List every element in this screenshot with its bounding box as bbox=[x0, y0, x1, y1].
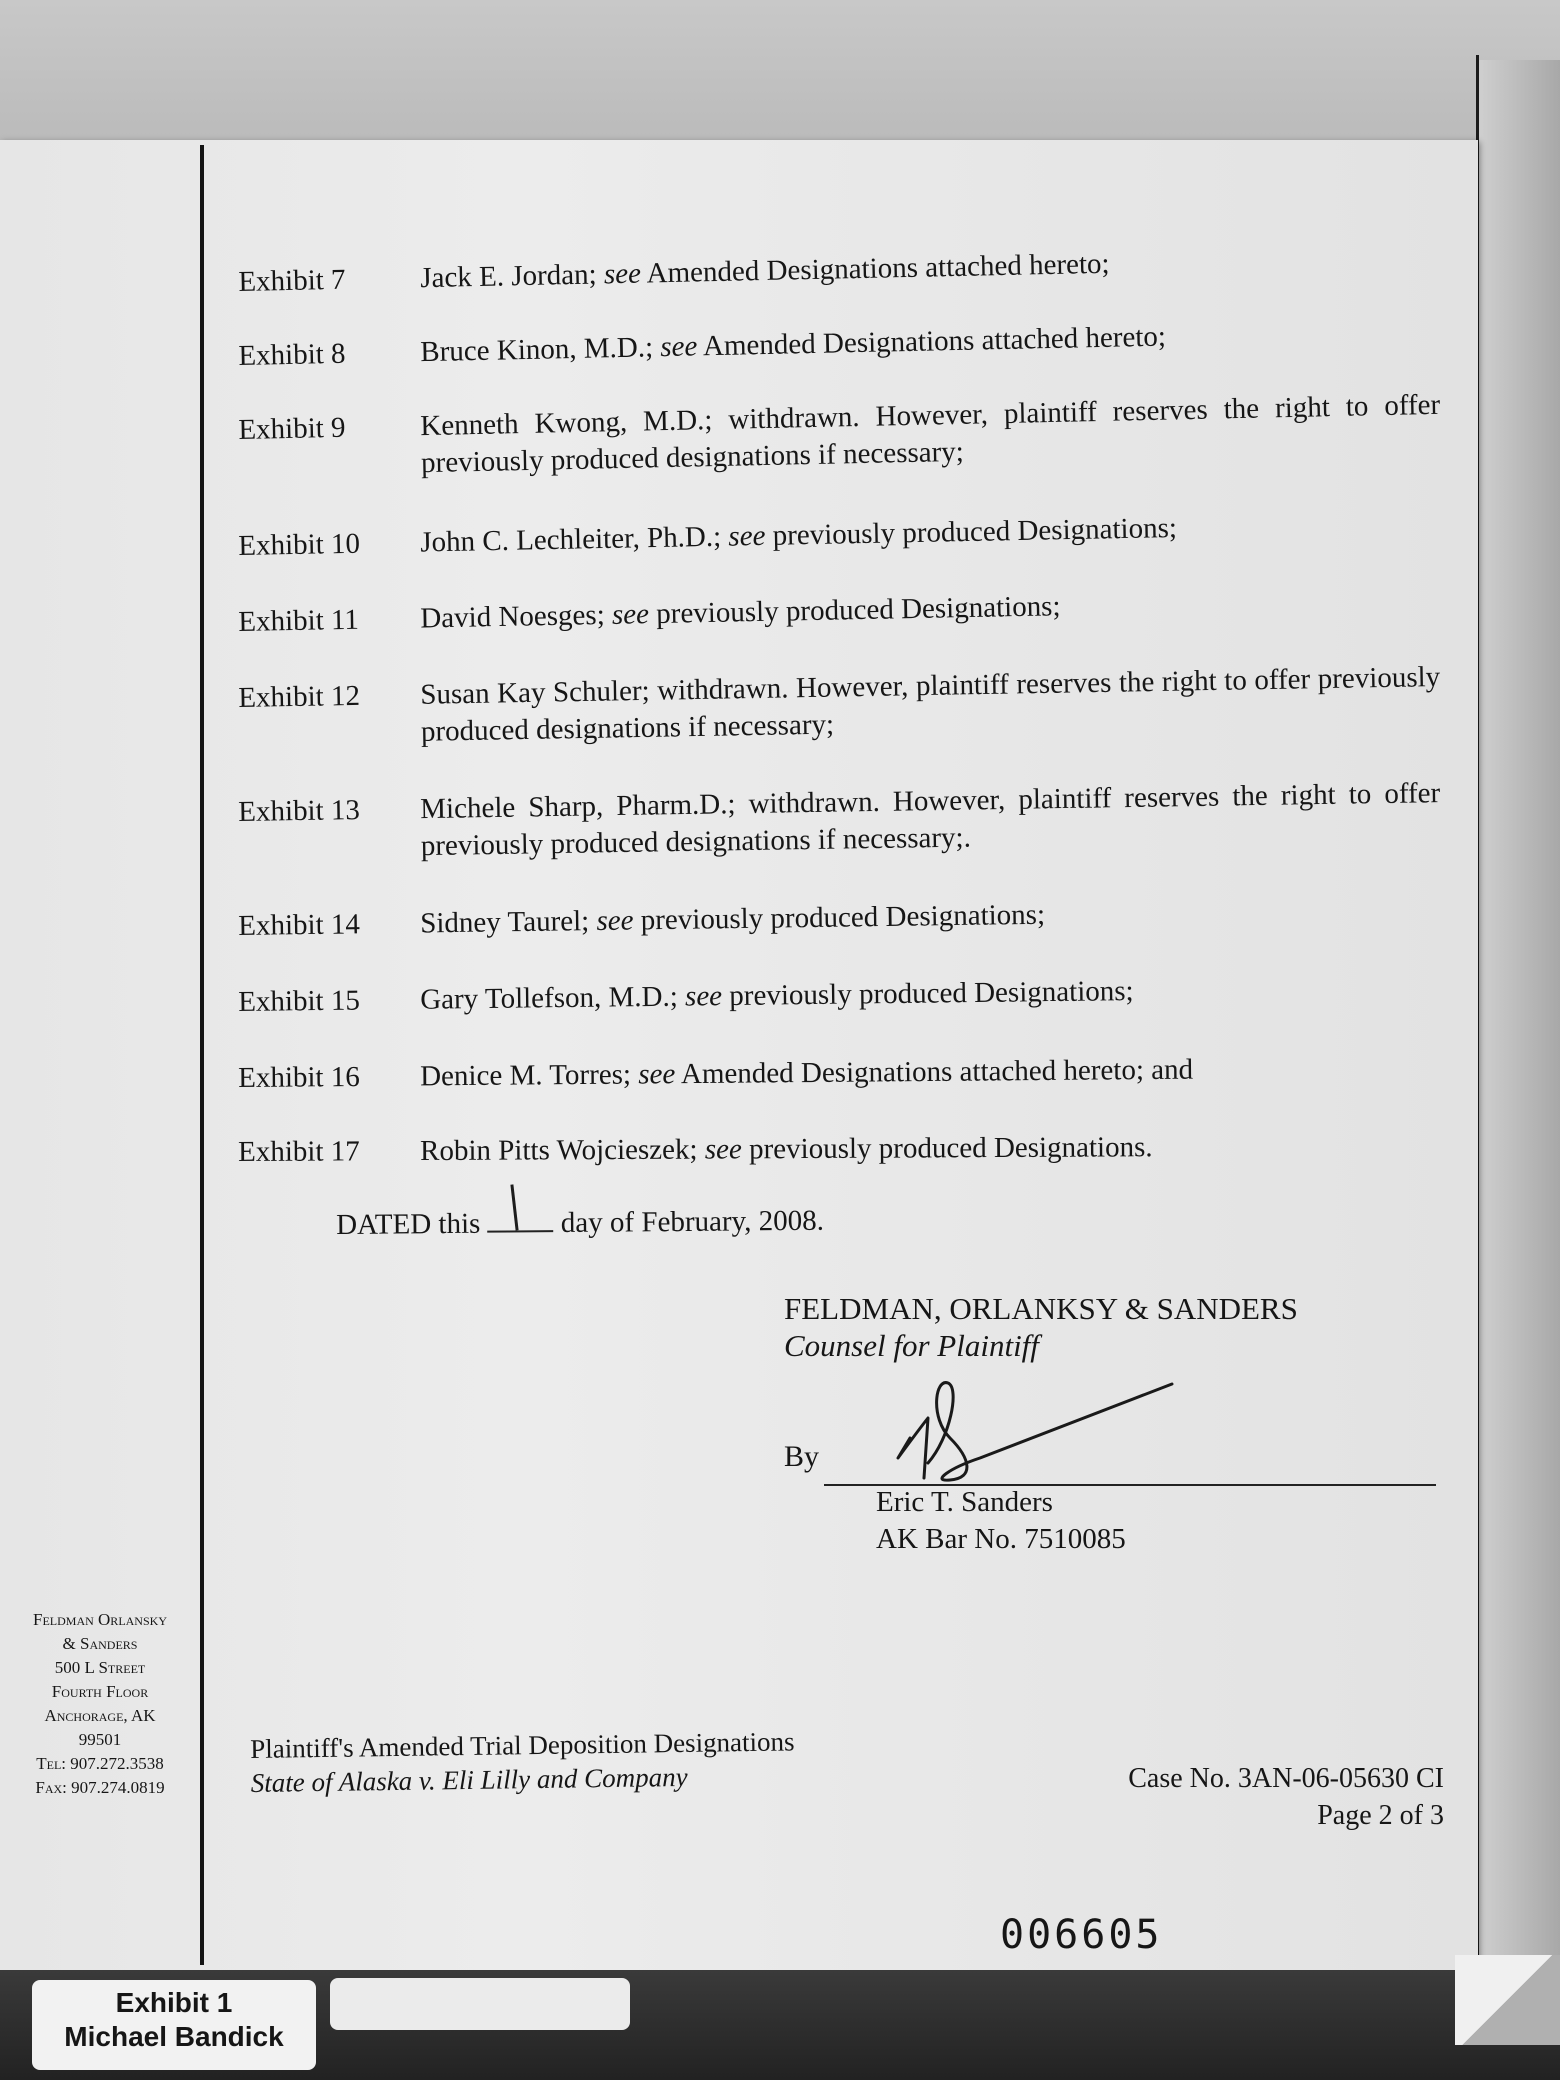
signer-name: Eric T. Sanders bbox=[876, 1486, 1053, 1518]
page-curl bbox=[1455, 1955, 1560, 2045]
day-blank bbox=[487, 1206, 553, 1233]
exhibit-text: David Noesges; see previously produced Designations; bbox=[420, 590, 1061, 635]
exhibit-text: Jack E. Jordan; see Amended Designations attached hereto; bbox=[420, 247, 1110, 295]
underlying-paper bbox=[1479, 60, 1560, 1980]
handwritten-signature bbox=[880, 1368, 1200, 1488]
signer-info bbox=[876, 1484, 1126, 1558]
bar-number: AK Bar No. 7510085 bbox=[876, 1523, 1126, 1555]
exhibit-label: Exhibit 13 bbox=[238, 794, 361, 828]
exhibit-label: Exhibit 10 bbox=[238, 527, 361, 562]
exhibit-text: Bruce Kinon, M.D.; see Amended Designations attached hereto; bbox=[420, 320, 1167, 369]
exhibit-text: Susan Kay Schuler; withdrawn. However, plaintiff reserves the right to offer previously produced designations if necessary; bbox=[420, 661, 1441, 748]
exhibit-text: Denice M. Torres; see Amended Designations attached hereto; and bbox=[420, 1053, 1194, 1093]
background-top bbox=[0, 0, 1560, 160]
second-sticker bbox=[330, 1978, 630, 2030]
exhibit-label: Exhibit 16 bbox=[238, 1060, 360, 1094]
exhibit-label: Exhibit 8 bbox=[238, 337, 346, 372]
case-number: Case No. 3AN-06-05630 CI bbox=[1128, 1763, 1444, 1794]
exhibit-row bbox=[238, 1128, 1440, 1171]
counsel-role: Counsel for Plaintiff bbox=[784, 1328, 1039, 1363]
exhibit-text: Sidney Taurel; see previously produced Designations; bbox=[420, 898, 1046, 940]
exhibit-label: Exhibit 15 bbox=[238, 984, 361, 1018]
footer-case-info bbox=[1020, 1760, 1444, 1834]
case-caption: State of Alaska v. Eli Lilly and Company bbox=[250, 1761, 688, 1798]
exhibit-label: Exhibit 17 bbox=[238, 1135, 360, 1168]
exhibit-text: Gary Tollefson, M.D.; see previously produced Designations; bbox=[420, 975, 1134, 1016]
exhibit-label: Exhibit 14 bbox=[238, 908, 361, 942]
exhibit-sticker: Exhibit 1 Michael Bandick bbox=[32, 1980, 316, 2070]
exhibit-label: Exhibit 9 bbox=[238, 411, 346, 446]
firm-address: Feldman Orlansky & Sanders 500 L Street Fourth Floor Anchorage, AK 99501 Tel: 907.272.3538 Fax: 907.274.0819 bbox=[33, 1610, 167, 1797]
exhibit-text: Michele Sharp, Pharm.D.; withdrawn. However, plaintiff reserves the right to offer previously produced designations if necessary;. bbox=[420, 777, 1441, 863]
margin-rule bbox=[200, 145, 204, 1965]
bates-number: 006605 bbox=[1000, 1912, 1163, 1958]
footer-caption bbox=[250, 1724, 795, 1800]
exhibit-label: Exhibit 7 bbox=[238, 263, 346, 298]
firm-name: FELDMAN, ORLANKSY & SANDERS bbox=[784, 1291, 1298, 1326]
exhibit-text: Kenneth Kwong, M.D.; withdrawn. However, plaintiff reserves the right to offer previously produced designations if necessary; bbox=[420, 388, 1441, 480]
page-number: Page 2 of 3 bbox=[1317, 1800, 1444, 1831]
exhibit-label: Exhibit 11 bbox=[238, 603, 360, 638]
dated-line: DATED this day of February, 2008. bbox=[336, 1204, 824, 1242]
by-label: By bbox=[784, 1440, 820, 1473]
exhibit-text: John C. Lechleiter, Ph.D.; see previously produced Designations; bbox=[420, 511, 1178, 559]
signature-block bbox=[784, 1290, 1298, 1364]
document-title: Plaintiff's Amended Trial Deposition Designations bbox=[250, 1726, 795, 1764]
exhibit-text: Robin Pitts Wojcieszek; see previously produced Designations. bbox=[420, 1131, 1153, 1168]
exhibit-label: Exhibit 12 bbox=[238, 679, 361, 714]
